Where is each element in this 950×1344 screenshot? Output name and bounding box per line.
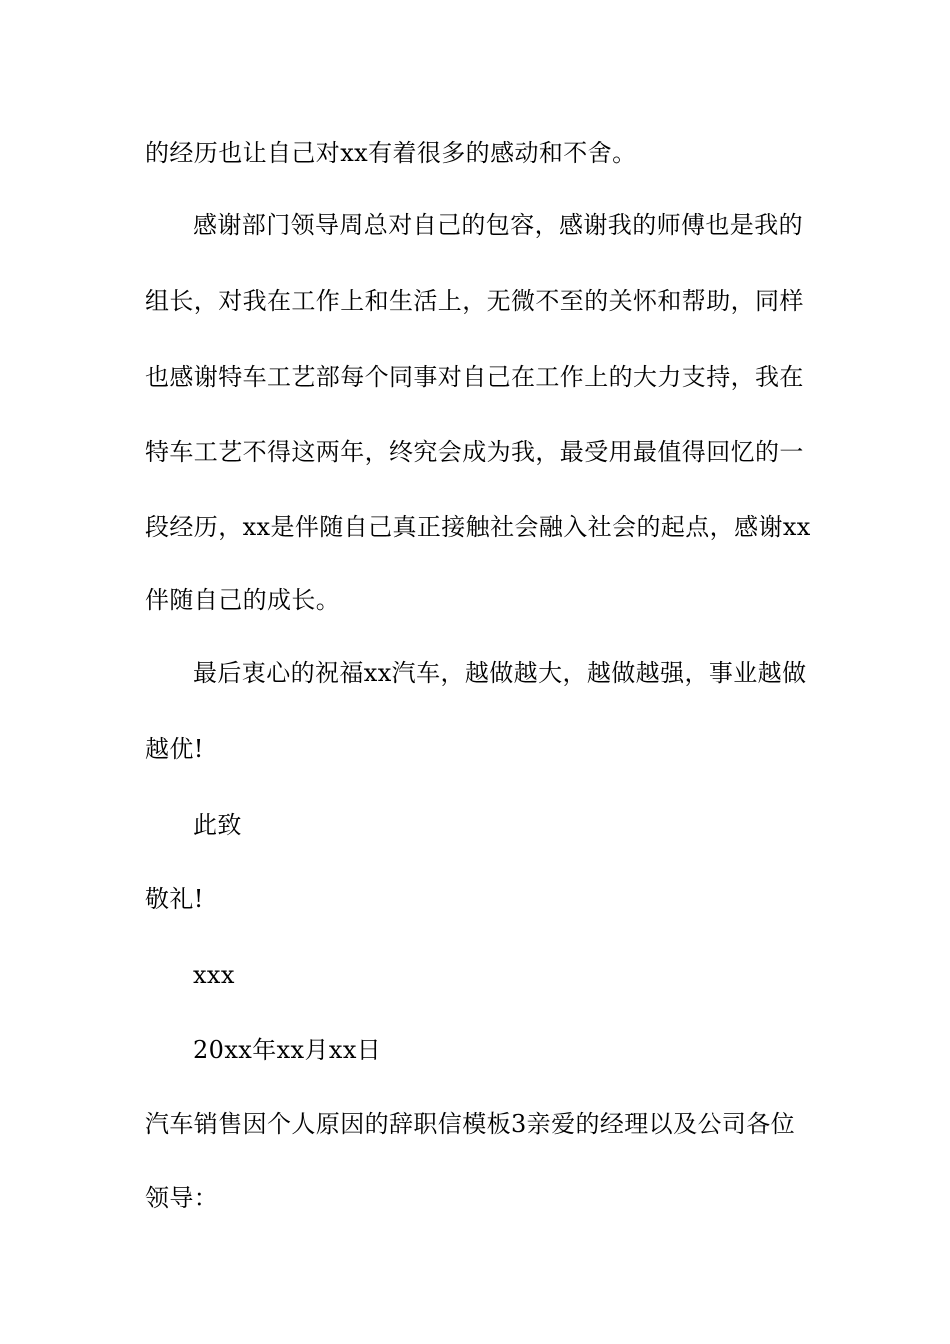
- paragraph-start: 感谢部门领导周总对自己的包容，感谢我的师傅也是我的: [193, 211, 803, 239]
- text-line: 伴随自己的成长。: [145, 586, 341, 614]
- closing-salutation: 此致: [193, 811, 242, 839]
- paragraph-start: 最后衷心的祝福xx汽车，越做越大，越做越强，事业越做: [193, 659, 807, 687]
- text-line: 特车工艺不得这两年，终究会成为我，最受用最值得回忆的一: [145, 438, 804, 466]
- date: 20xx年xx月xx日: [193, 1036, 382, 1064]
- greeting: 领导：: [145, 1184, 219, 1212]
- text-line: 段经历，xx是伴随自己真正接触社会融入社会的起点，感谢xx: [145, 513, 811, 541]
- section-heading: 汽车销售因个人原因的辞职信模板3亲爱的经理以及公司各位: [145, 1110, 796, 1138]
- text-line: 越优!: [145, 735, 204, 763]
- text-line: 组长，对我在工作上和生活上，无微不至的关怀和帮助，同样: [145, 287, 804, 315]
- text-line: 的经历也让自己对xx有着很多的感动和不舍。: [145, 139, 637, 167]
- closing-regards: 敬礼!: [145, 885, 204, 913]
- signature: xxx: [193, 961, 235, 989]
- text-line: 也感谢特车工艺部每个同事对自己在工作上的大力支持，我在: [145, 363, 804, 391]
